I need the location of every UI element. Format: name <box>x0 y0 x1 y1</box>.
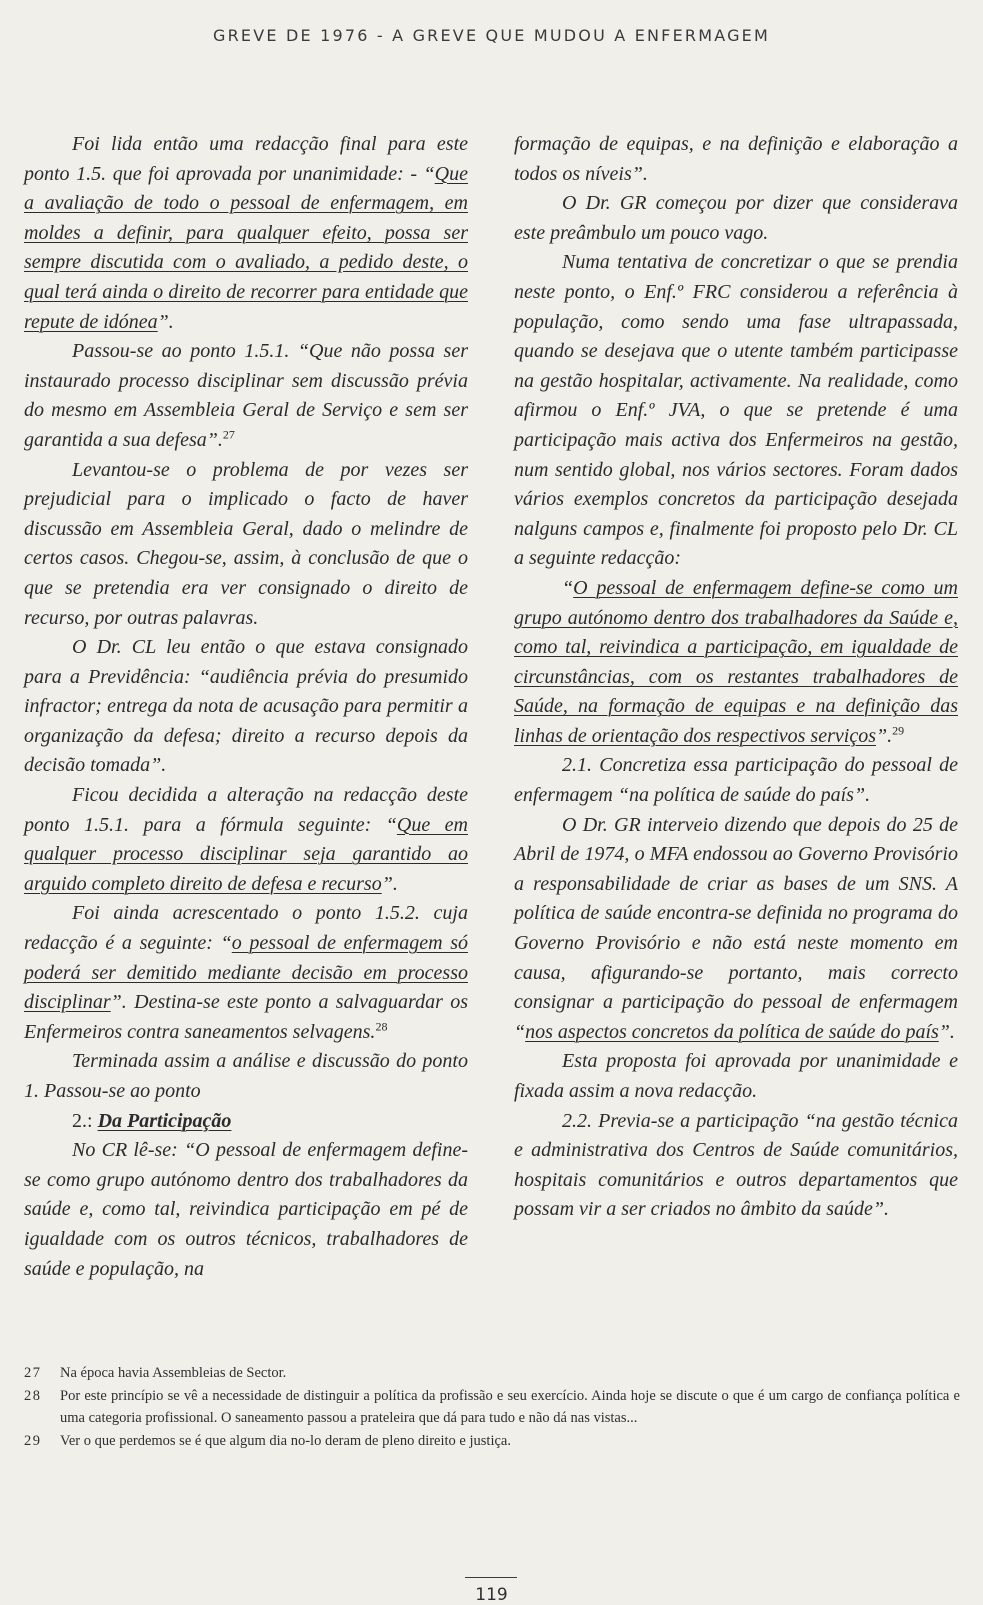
footnote-text: Ver o que perdemos se é que algum dia no-lo deram de pleno direito e justiça. <box>60 1432 511 1449</box>
footnote-29 <box>24 1430 960 1453</box>
paragraph: Passou-se ao ponto 1.5.1. “Que não possa ser instaurado processo disciplinar sem discussão prévia do mesmo em Assembleia Geral de Serviço e sem ser garantida a sua defesa”.$^{27}$ <box>24 340 468 451</box>
footnote-number: 29 <box>24 1432 42 1449</box>
section-heading: 2.: Da Participação <box>72 1109 232 1132</box>
paragraph: Foi ainda acrescentado o ponto 1.5.2. cuja redacção é a seguinte: “o pessoal de enfermagem só poderá ser demitido mediante decisão em processo disciplinar”. Destina-se este ponto a salvaguardar os Enfermeiros contra saneamentos selvagens.$^{28}$ <box>24 902 468 1043</box>
paragraph: “O pessoal de enfermagem define-se como um grupo autónomo dentro dos trabalhadores da Saúde e, como tal, reivindica a participação, em igualdade de circunstâncias, com os restantes trabalhadores de Saúde, na formação de equipas e na definição das linhas de orientação dos respectivos serviços”.$^{29}$ <box>514 576 958 747</box>
footnote-text: Na época havia Assembleias de Sector. <box>60 1365 287 1381</box>
paragraph: Levantou-se o problema de por vezes ser prejudicial para o implicado o facto de haver discussão em Assembleia Geral, dado o melindre de certos casos. Chegou-se, assim, à conclusão de que o que se pretendia era ver consignado o direito de recurso, por outras palavras. <box>24 458 468 629</box>
underlined-quote: nos aspectos concretos da política de saúde do país <box>525 1020 939 1043</box>
footnote-ref-28[interactable]: 28 <box>375 1019 388 1034</box>
paragraph: Foi lida então uma redacção final para este ponto 1.5. que foi aprovada por unanimidade: - “Que a avaliação de todo o pessoal de enfermagem, em moldes a definir, para qualquer efeito, possa ser sempre discutida com o avaliado, a pedido deste, o qual terá ainda o direito de recorrer para entidade que repute de idónea”. <box>24 133 468 333</box>
page-number: 119 <box>475 1585 508 1605</box>
paragraph: 2.2. Previa-se a participação “na gestão técnica e administrativa dos Centros de Saúde comunitários, hospitais comunitários e outros departamentos que possam vir a ser criados no âmbito da saúde”. <box>514 1109 958 1221</box>
paragraph: No CR lê-se: “O pessoal de enfermagem define-se como grupo autónomo dentro dos trabalhadores da saúde e, como tal, reivindica participação em pé de igualdade com os outros técnicos, trabalhadores de saúde e população, na <box>24 1139 468 1280</box>
footnote-text: Por este princípio se vê a necessidade de distinguir a política da profissão e seu exercício. Ainda hoje se discute o que é um cargo de confiança política e uma categoria profissional. O saneamento passou a prateleira que dá para tudo e não dá nas vistas... <box>60 1387 960 1426</box>
underlined-quote: O pessoal de enfermagem define-se como um grupo autónomo dentro dos trabalhadores da Saúde e, como tal, reivindica a participação, em igualdade de circunstâncias, com os restantes trabalhadores de Saúde, na formação de equipas e na definição das linhas de orientação dos respectivos serviços <box>514 576 958 747</box>
right-column <box>514 130 958 1225</box>
paragraph: Ficou decidida a alteração na redacção deste ponto 1.5.1. para a fórmula seguinte: “Que em qualquer processo disciplinar seja garantido ao arguido completo direito de defesa e recurso”. <box>24 784 468 895</box>
paragraph: Numa tentativa de concretizar o que se prendia neste ponto, o Enf.º FRC considerou a referência à população, como sendo uma fase ultrapassada, quando se desejava que o utente também participasse na gestão hospitalar, activamente. Na realidade, como afirmou o Enf.º JVA, o que se pretende é uma participação mais activa dos Enfermeiros na gestão, num sentido global, nos vários sectores. Foram dados vários exemplos concretos da participação desejada nalguns campos e, finalmente foi proposto pelo Dr. CL a seguinte redacção: <box>514 251 958 570</box>
paragraph: Terminada assim a análise e discussão do ponto 1. Passou-se ao ponto <box>24 1050 468 1102</box>
paragraph: formação de equipas, e na definição e elaboração a todos os níveis”. <box>514 133 958 185</box>
underlined-quote: o pessoal de enfermagem só poderá ser demitido mediante decisão em processo disciplinar <box>24 932 468 1014</box>
footnote-ref-27[interactable]: 27 <box>222 427 235 442</box>
underlined-quote: Que a avaliação de todo o pessoal de enfermagem, em moldes a definir, para qualquer efeito, possa ser sempre discutida com o avaliado, a pedido deste, o qual terá ainda o direito de recorrer para entidade que repute de idónea <box>24 162 468 333</box>
paragraph: O Dr. GR interveio dizendo que depois do 25 de Abril de 1974, o MFA endossou ao Governo Provisório a responsabilidade de criar as bases de um SNS. A política de saúde encontra-se definida no programa do Governo Provisório e não está neste momento em causa, afigurando-se portanto, mais correcto consignar a participação do pessoal de enfermagem “nos aspectos concretos da política de saúde do país”. <box>514 813 958 1043</box>
underlined-quote: Que em qualquer processo disciplinar seja garantido ao arguido completo direito de defesa e recurso <box>24 813 468 895</box>
footnote-28 <box>24 1385 960 1430</box>
paragraph: O Dr. CL leu então o que estava consignado para a Previdência: “audiência prévia do presumido infractor; entrega da nota de acusação para permitir a organização da defesa; direito a recurso depois da decisão tomada”. <box>24 636 468 777</box>
footnote-number: 27 <box>24 1365 42 1381</box>
section-heading-title: Da Participação <box>97 1109 232 1132</box>
paragraph: O Dr. GR começou por dizer que considerava este preâmbulo um pouco vago. <box>514 192 958 244</box>
footnotes <box>24 1362 960 1452</box>
page-number-rule <box>465 1577 517 1578</box>
paragraph: 2.1. Concretiza essa participação do pessoal de enfermagem “na política de saúde do país”. <box>514 754 958 807</box>
footnote-number: 28 <box>24 1387 42 1404</box>
running-title: GREVE DE 1976 - A GREVE QUE MUDOU A ENFERMAGEM <box>213 26 770 45</box>
paragraph: Esta proposta foi aprovada por unanimidade e fixada assim a nova redacção. <box>514 1050 958 1102</box>
left-column <box>24 130 468 1284</box>
footnote-ref-29[interactable]: 29 <box>892 723 905 738</box>
footnote-27 <box>24 1362 960 1385</box>
